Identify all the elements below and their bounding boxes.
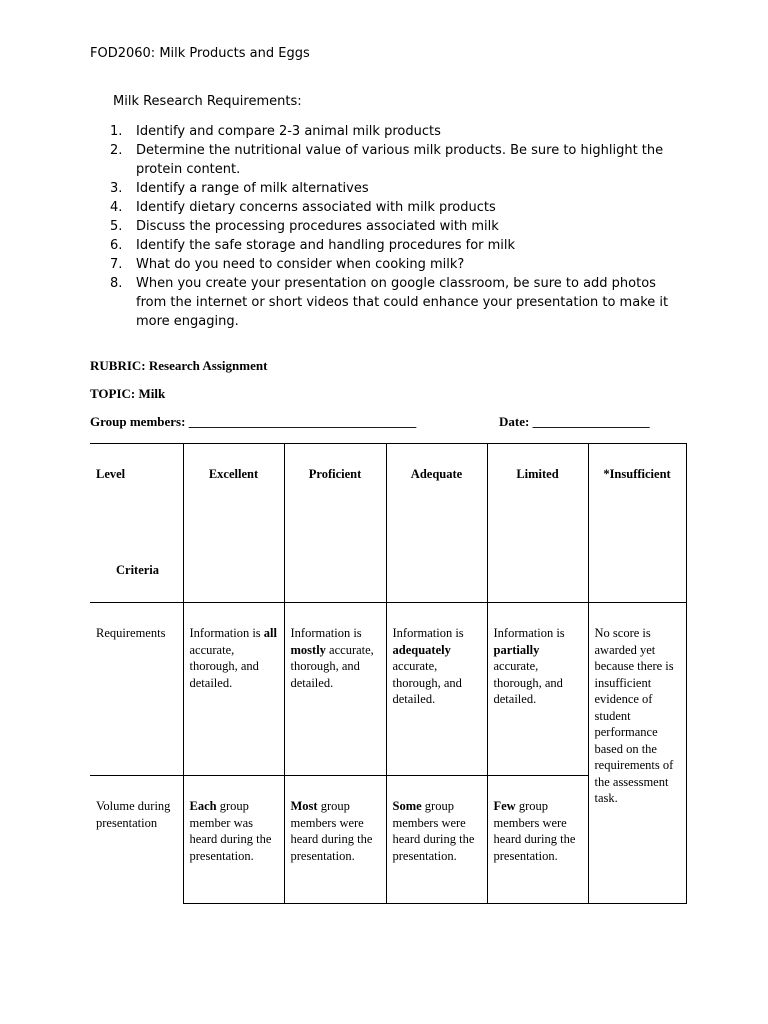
requirements-list [110,122,670,331]
rubric-cell-proficient: Information is mostly accurate, thorough, and detailed. [284,603,386,776]
column-header-excellent: Excellent [183,444,284,603]
criterion-cell: Volume during presentation [90,776,183,904]
requirement-text: Identify the safe storage and handling procedures for milk [136,238,516,253]
date-blank: __________________ [532,414,650,429]
requirement-text: Identify a range of milk alternatives [136,181,369,196]
requirement-number: 1. [110,124,123,139]
requirement-number: 3. [110,181,123,196]
requirement-text: Discuss the processing procedures associated with milk [136,219,499,234]
requirement-text: When you create your presentation on google classroom, be sure to add photos from the internet or short videos that could enhance your presentation to make it more engaging. [136,276,669,329]
rubric-cell-insufficient: No score is awarded yet because there is insufficient evidence of student performance based on the requirements of the assessment task. [588,603,686,904]
rubric-cell-limited: Information is partially accurate, thorough, and detailed. [487,603,588,776]
criterion-cell: Requirements [90,603,183,776]
requirement-item [110,255,670,274]
column-header-proficient: Proficient [284,444,386,603]
rubric-title: RUBRIC: Research Assignment [90,358,268,373]
requirement-item [110,198,670,217]
group-members-label: Group members: [90,414,186,429]
group-members-blank: ___________________________________ [188,414,417,429]
requirement-number: 5. [110,219,123,234]
column-header-limited: Limited [487,444,588,603]
document-title: FOD2060: Milk Products and Eggs [90,46,310,61]
requirement-text: What do you need to consider when cooking milk? [136,257,465,272]
requirement-item [110,179,670,198]
requirement-item [110,236,670,255]
rubric-cell-adequate: Some group members were heard during the presentation. [386,776,487,904]
rubric-header-row [90,444,686,603]
rubric-cell-adequate: Information is adequately accurate, thorough, and detailed. [386,603,487,776]
requirements-heading: Milk Research Requirements: [113,94,302,109]
requirement-number: 2. [110,143,123,158]
level-criteria-header [90,444,183,603]
rubric-table [90,443,687,904]
requirement-text: Determine the nutritional value of various milk products. Be sure to highlight the protein content. [136,143,664,177]
rubric-row-requirements [90,603,686,776]
requirement-text: Identify and compare 2-3 animal milk products [136,124,441,139]
level-label: Level [96,467,126,481]
rubric-cell-limited: Few group members were heard during the presentation. [487,776,588,904]
requirement-item [110,274,670,331]
requirement-text: Identify dietary concerns associated with milk products [136,200,496,215]
date-label: Date: [499,414,530,429]
requirement-item [110,217,670,236]
requirement-number: 4. [110,200,123,215]
date-line [499,414,650,430]
requirement-item [110,122,670,141]
column-header-insufficient: *Insufficient [588,444,686,603]
requirement-number: 6. [110,238,123,253]
rubric-cell-proficient: Most group members were heard during the presentation. [284,776,386,904]
group-members-line [90,414,416,430]
rubric-cell-excellent: Each group member was heard during the presentation. [183,776,284,904]
requirement-number: 8. [110,276,123,291]
requirement-number: 7. [110,257,123,272]
requirement-item [110,141,670,179]
topic-line: TOPIC: Milk [90,386,166,401]
criteria-label: Criteria [116,562,160,577]
column-header-adequate: Adequate [386,444,487,603]
rubric-cell-excellent: Information is all accurate, thorough, and detailed. [183,603,284,776]
